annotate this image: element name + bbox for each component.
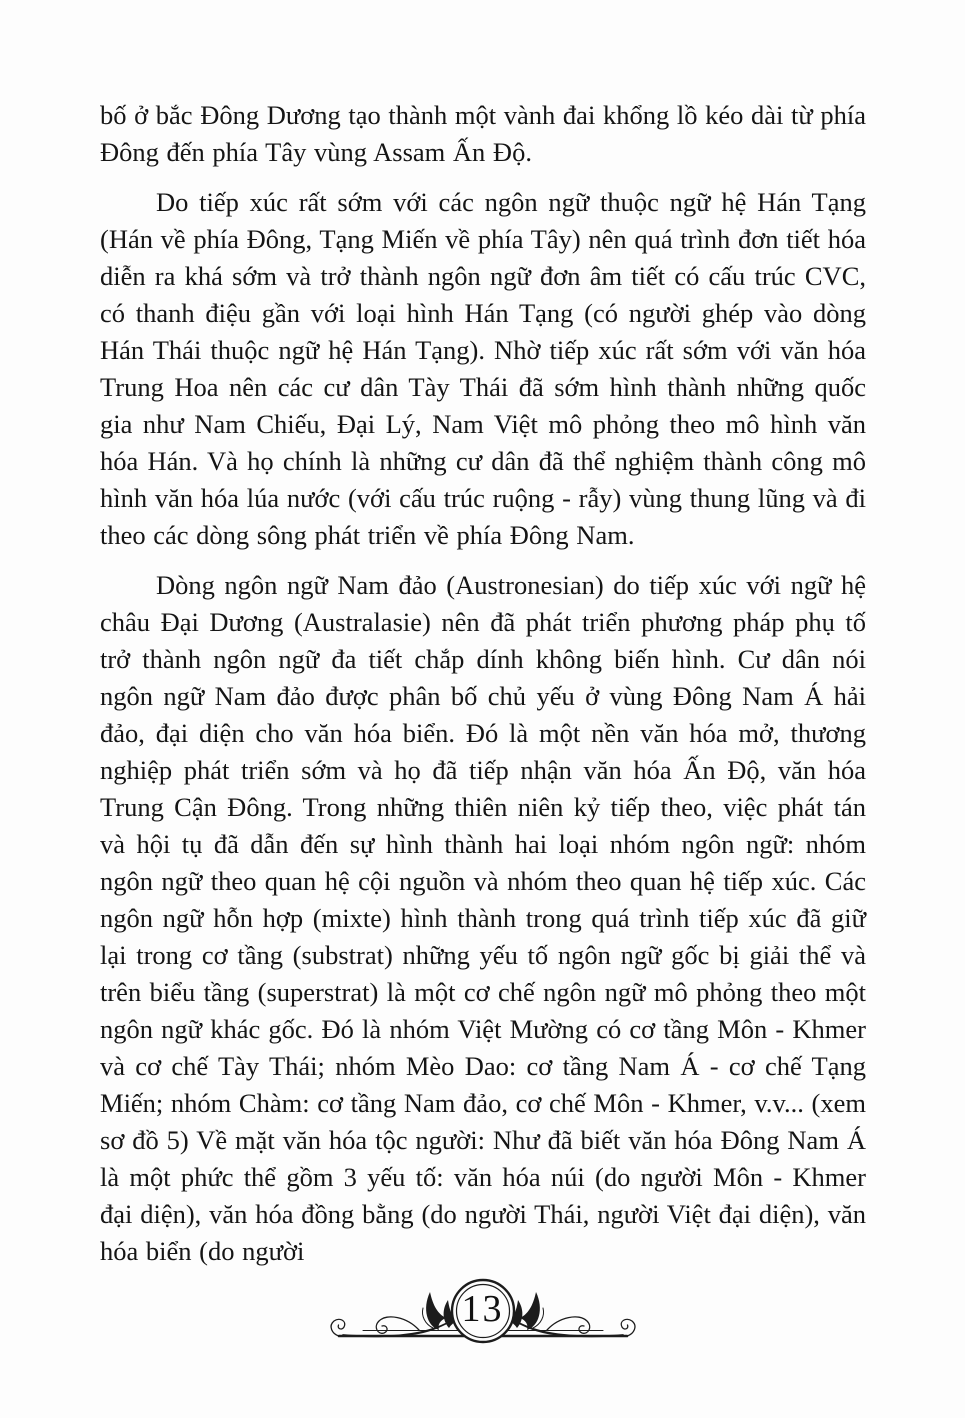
page-number: 13 — [461, 1288, 504, 1331]
paragraph-nam-dao: Dòng ngôn ngữ Nam đảo (Austronesian) do tiếp xúc với ngữ hệ châu Đại Dương (Australasie) nên đã phát triển phương pháp phụ tố trở thành ngôn ngữ đa tiết chắp dính không biến hình. Cư dân nói ngôn ngữ Nam đảo được phân bố chủ yếu ở vùng Đông Nam Á hải đảo, đại diện cho văn hóa biển. Đó là một nền văn hóa mở, thương nghiệp phát triển sớm và họ đã tiếp nhận văn hóa Ấn Độ, văn hóa Trung Cận Đông. Trong những thiên niên kỷ tiếp theo, việc phát tán và hội tụ đã dẫn đến sự hình thành hai loại nhóm ngôn ngữ: nhóm ngôn ngữ theo quan hệ cội nguồn và nhóm theo quan hệ tiếp xúc. Các ngôn ngữ hỗn hợp (mixte) hình thành trong quá trình tiếp xúc đã giữ lại trong cơ tầng (substrat) những yếu tố ngôn ngữ gốc bị giải thể và trên biểu tầng (superstrat) là một cơ chế ngôn ngữ mô phỏng theo một ngôn ngữ khác gốc. Đó là nhóm Việt Mường có cơ tầng Môn - Khmer và cơ chế Tày Thái; nhóm Mèo Dao: cơ tầng Nam Á - cơ chế Tạng Miến; nhóm Chàm: cơ tầng Nam đảo, cơ chế Môn - Khmer, v.v... (xem sơ đồ 5) Về mặt văn hóa tộc người: Như đã biết văn hóa Đông Nam Á là một phức thể gồm 3 yếu tố: văn hóa núi (do người Môn - Khmer đại diện), văn hóa đồng bằng (do người Thái, người Việt đại diện), văn hóa biển (do người — [100, 570, 866, 1266]
page-ornament — [323, 1264, 643, 1364]
page-footer — [0, 1264, 965, 1364]
page-body-text — [100, 97, 866, 1283]
paragraph-continuation: bố ở bắc Đông Dương tạo thành một vành đai khổng lồ kéo dài từ phía Đông đến phía Tây vùng Assam Ấn Độ. — [100, 100, 866, 167]
paragraph-han-tang: Do tiếp xúc rất sớm với các ngôn ngữ thuộc ngữ hệ Hán Tạng (Hán về phía Đông, Tạng Miến về phía Tây) nên quá trình đơn tiết hóa diễn ra khá sớm và trở thành ngôn ngữ đơn âm tiết có cấu trúc CVC, có thanh điệu gần với loại hình Hán Tạng (có người ghép vào dòng Hán Thái thuộc ngữ hệ Hán Tạng). Nhờ tiếp xúc rất sớm với văn hóa Trung Hoa nên các cư dân Tày Thái đã sớm hình thành những quốc gia như Nam Chiếu, Đại Lý, Nam Việt mô phỏng theo mô hình văn hóa Hán. Và họ chính là những cư dân đã thể nghiệm thành công mô hình văn hóa lúa nước (với cấu trúc ruộng - rẫy) vùng thung lũng và đi theo các dòng sông phát triển về phía Đông Nam. — [100, 187, 866, 550]
